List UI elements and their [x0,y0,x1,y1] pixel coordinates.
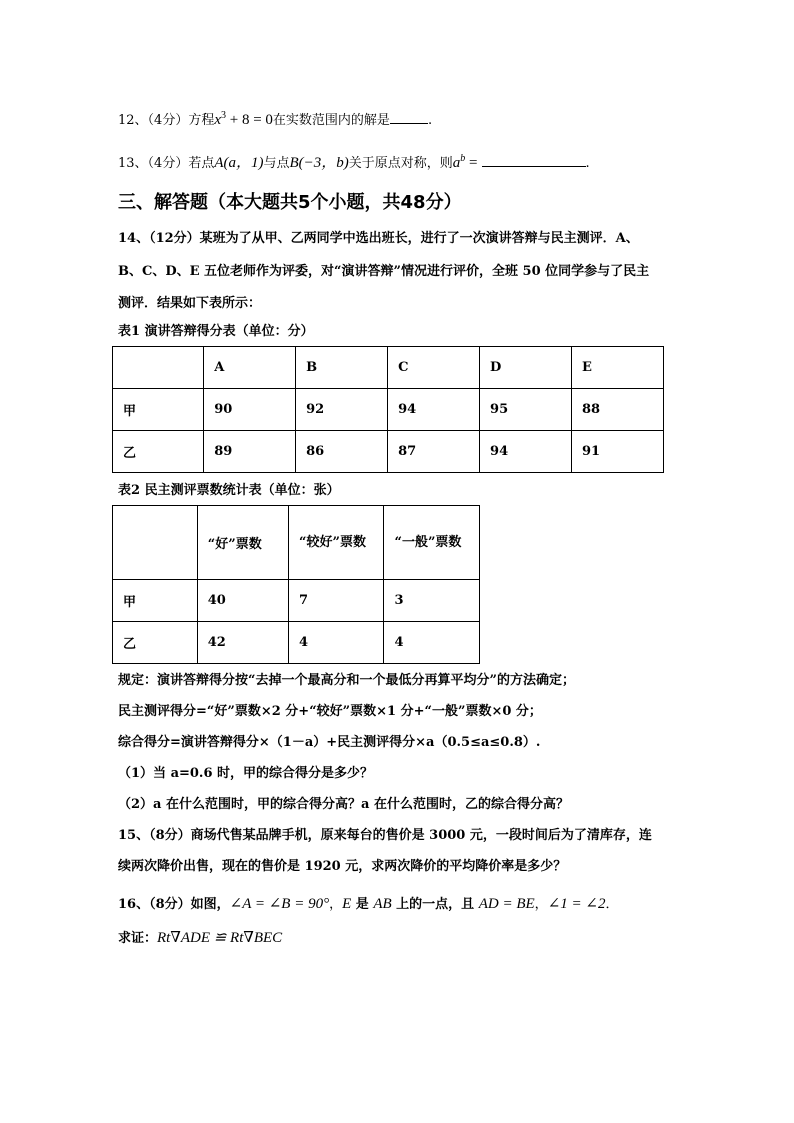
question-12 [118,108,432,129]
q16-angle-equation: ∠A = ∠B = 90° [229,896,330,912]
table-cell: 89 [204,431,296,473]
q13-answer-blank[interactable] [482,166,586,167]
q13-expr-base: a [452,155,461,171]
table-cell: 7 [288,580,383,622]
table-cell: 87 [388,431,480,473]
q16-text: 是 [351,897,374,912]
q14-sub-question-2: （2）a 在什么范围时，甲的综合得分高？a 在什么范围时，乙的综合得分高？ [118,797,569,812]
question-16 [118,896,618,913]
q13-point-b: B(−3，b) [289,155,349,171]
q12-end: . [427,113,433,128]
q12-eq-exponent: 3 [221,110,226,121]
q16-segment-equation: AD = BE [478,896,535,912]
table-2-header-cell: “一般”票数 [384,506,480,580]
table-1-header-cell [113,347,204,389]
q13-expr-exponent: b [460,153,466,164]
table-1-header-row [113,347,664,389]
table-cell: 94 [388,389,480,431]
table-cell: 乙 [113,431,204,473]
table-1-header-cell: A [204,347,296,389]
q15-line-2: 续两次降价出售，现在的售价是 1920 元，求两次降价的平均降价率是多少？ [118,859,567,874]
q12-answer-blank[interactable] [390,123,428,124]
table-1-header-cell: E [572,347,664,389]
q13-mid: 与点 [263,156,290,171]
table-2-header-row [113,506,480,580]
table-cell: 4 [384,622,480,664]
table-row [113,431,664,473]
table-cell: 甲 [113,389,204,431]
q14-line-1: 14、（12分）某班为了从甲、乙两同学中选出班长，进行了一次演讲答辩与民主测评．A、 [118,231,639,246]
table-cell: 甲 [113,580,198,622]
q16-segment-ab: AB [373,896,392,912]
q14-sub-question-1: （1）当 a=0.6 时，甲的综合得分是多少？ [118,766,374,781]
table-cell: 42 [197,622,288,664]
q13-prefix: 13、（4分）若点 [118,156,215,171]
table-cell: 3 [384,580,480,622]
table-2-header-cell: “好”票数 [197,506,288,580]
q12-equation [214,112,273,128]
q13-expression [453,155,478,171]
q12-suffix: 在实数范围内的解是 [272,113,390,128]
q16-proof-label: 求证： [118,931,158,946]
q15-line-1: 15、（8分）商场代售某品牌手机，原来每台的售价是 3000 元，一段时间后为了清库存，连 [118,828,652,843]
table-1-title: 表1 演讲答辩得分表（单位：分） [118,324,314,339]
table-2-header-cell: “较好”票数 [288,506,383,580]
section-3-heading: 三、解答题（本大题共5个小题，共48分） [118,192,462,213]
q16-point-e: E [342,896,352,912]
table-cell: 95 [480,389,572,431]
table-cell: 乙 [113,622,198,664]
q13-end: . [585,156,590,171]
table-row [113,580,480,622]
table-cell: 88 [572,389,664,431]
table-cell: 86 [296,431,388,473]
q13-point-a: A(a，1) [214,155,264,171]
q16-proof-line [118,930,282,947]
table-2-title: 表2 民主测评票数统计表（单位：张） [118,483,340,498]
table-cell: 40 [197,580,288,622]
table-1-speech-scores [112,346,664,473]
table-1-header-cell: C [388,347,480,389]
q13-suffix: 关于原点对称，则 [348,156,453,171]
table-cell: 90 [204,389,296,431]
q16-text: 上的一点，且 [391,897,479,912]
table-cell: 4 [288,622,383,664]
q16-angle-12: ∠1 = ∠2 [547,896,606,912]
q12-prefix: 12、（4分）方程 [118,113,215,128]
q14-line-3: 测评．结果如下表所示： [118,296,262,311]
table-row [113,389,664,431]
q16-proof-expression: Rt∇ADE ≌ Rt∇BEC [157,930,283,946]
q12-eq-rest: + 8 = 0 [226,112,273,128]
q13-expr-eq: = [465,155,478,171]
q12-eq-var: x [214,112,221,128]
table-cell: 91 [572,431,664,473]
q16-comma: ， [329,897,343,912]
rule-line-2: 民主测评得分=“好”票数×2 分+“较好”票数×1 分+“一般”票数×0 分； [118,704,542,719]
table-1-header-cell: B [296,347,388,389]
table-row [113,622,480,664]
q14-line-2: B、C、D、E 五位老师作为评委，对“演讲答辩”情况进行评价，全班 50 位同学参与了民主 [118,264,650,279]
q16-prefix: 16、（8分）如图， [118,897,230,912]
q16-end: ． [605,897,619,912]
table-1-header-cell: D [480,347,572,389]
rule-line-3: 综合得分=演讲答辩得分×（1－a）+民主测评得分×a（0.5≤a≤0.8）. [118,735,541,750]
table-2-vote-counts [112,505,480,664]
table-cell: 92 [296,389,388,431]
rule-line-1: 规定：演讲答辩得分按“去掉一个最高分和一个最低分再算平均分”的方法确定； [118,673,575,688]
table-2-header-cell [113,506,198,580]
table-cell: 94 [480,431,572,473]
question-13 [118,151,590,172]
q16-comma: ， [534,897,548,912]
